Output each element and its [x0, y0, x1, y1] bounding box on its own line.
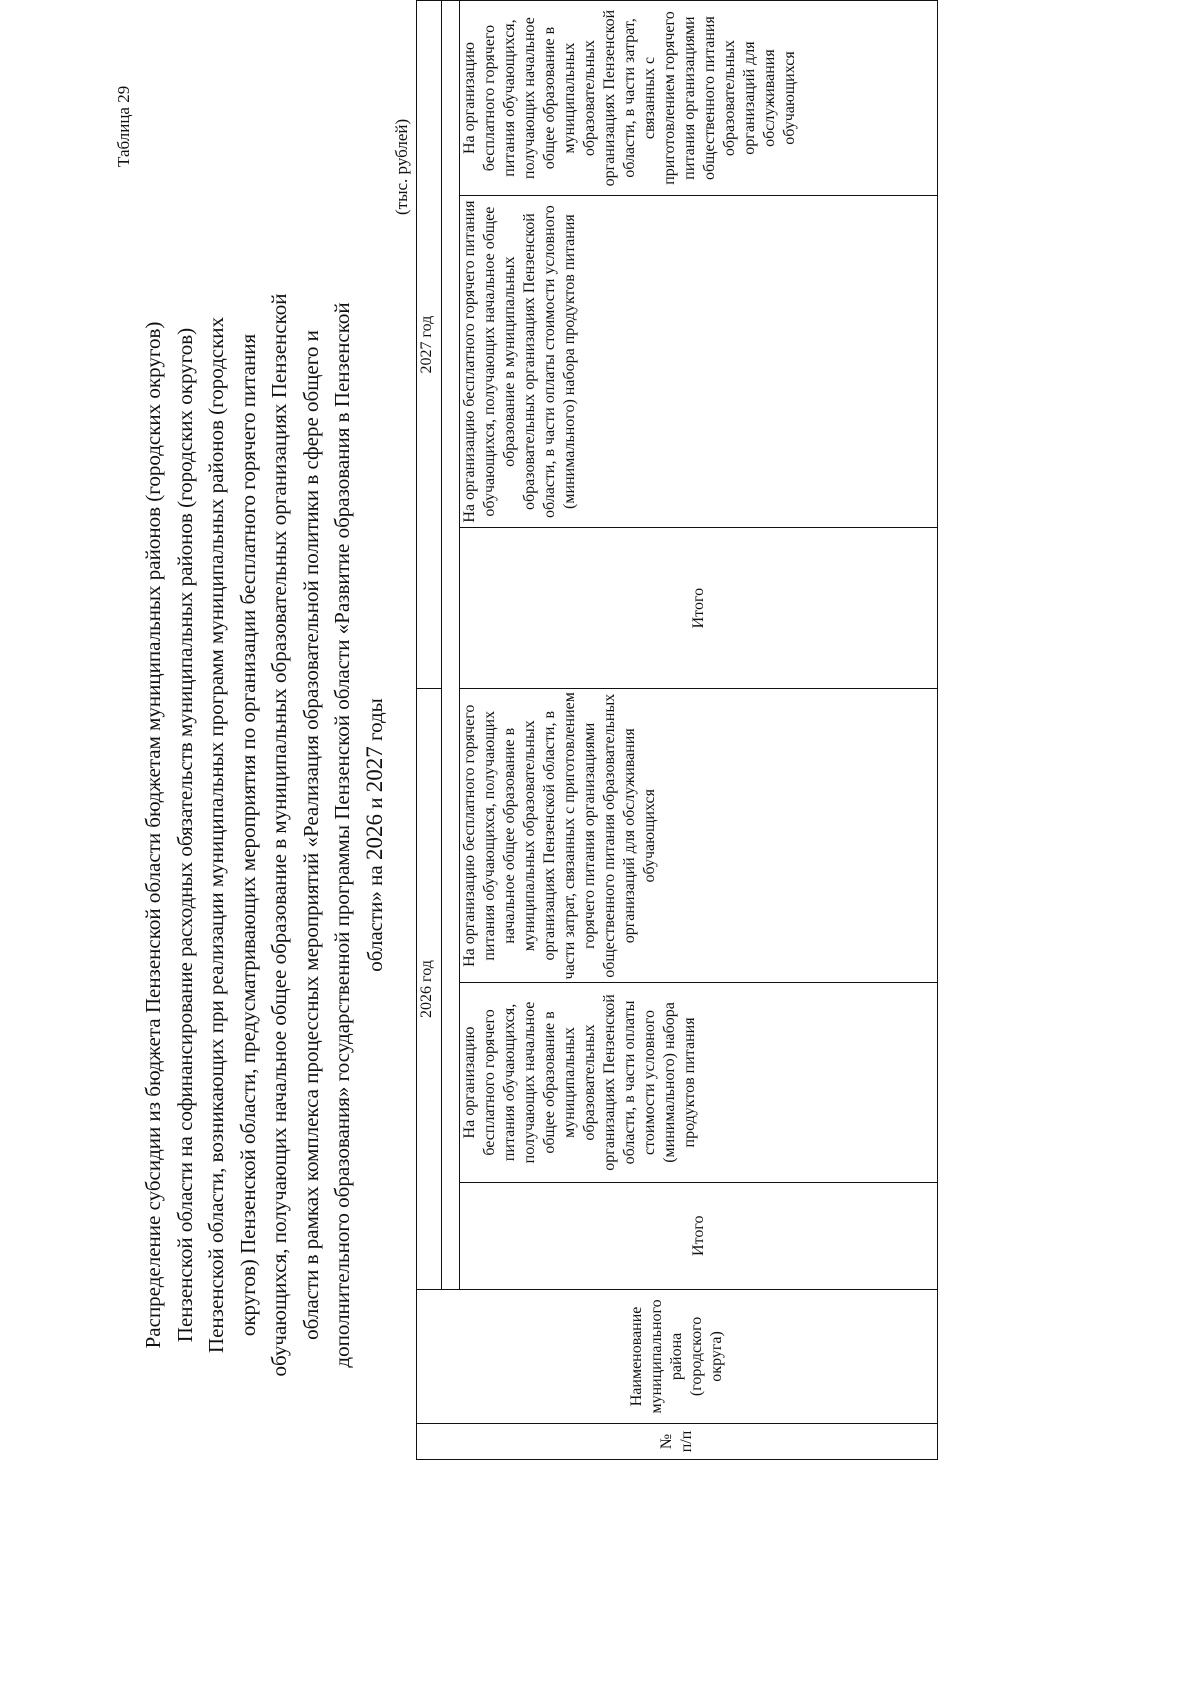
- header-cell-costs-2027: На организацию бесплатного горячего питания обучающихся, получающих начальное общее образование в муниципальных образовательных организациях Пензенской области, в части затрат, связанных с приготовлением горячего питания организациями общественного питания образовательных организаций для обслуживания обучающихся: [460, 1, 938, 196]
- title-and: и: [362, 797, 387, 809]
- header-row-spacer: [442, 1, 460, 1460]
- header-row-years: [417, 1, 442, 1460]
- title-prefix: области» на: [362, 865, 387, 972]
- title-line: Пензенской области на софинансирование расходных обязательств муниципальных районов (городских округов): [172, 327, 197, 1343]
- title-year-2026: 2026: [361, 814, 387, 861]
- document-title: [138, 235, 391, 1435]
- header-spacer-cell: [442, 1, 460, 1290]
- header-cell-total-2027: Итого: [460, 528, 938, 689]
- title-line: дополнительного образования» государственной программы Пензенской области «Развитие образования в Пензенской: [330, 302, 354, 1368]
- title-line: Распределение субсидии из бюджета Пензенской области бюджетам муниципальных районов (городских округов): [141, 321, 165, 1349]
- subsidy-table: [416, 0, 938, 1460]
- header-cell-total-2026: Итого: [460, 1182, 938, 1289]
- title-line-last: [359, 235, 392, 1435]
- header-cell-products-2027: На организацию бесплатного горячего питания обучающихся, получающих начальное общее образование в муниципальных образовательных организациях Пензенской области, в части оплаты стоимости условного (минимального) набора продуктов питания: [460, 196, 938, 528]
- title-suffix: годы: [362, 698, 387, 742]
- title-line: Пензенской области, возникающих при реализации муниципальных программ муниципальных районов (городских: [204, 316, 228, 1354]
- title-line: округов) Пензенской области, предусматривающих мероприятия по организации бесплатного горячего питания: [235, 333, 260, 1337]
- header-cell-costs-2026: На организацию бесплатного горячего питания обучающихся, получающих начальное общее образование в муниципальных образовательных организациях Пензенской области, в части затрат, связанных с приготовлением горячего питания организациями общественного питания образовательных организаций для обслуживания обучающихся: [460, 689, 938, 983]
- table-number: Таблица 29: [114, 85, 133, 167]
- header-cell-2027: 2027 год: [417, 1, 442, 689]
- units-label: (тыс. рублей): [392, 118, 411, 215]
- header-cell-num: № п/п: [417, 1424, 938, 1460]
- header-row-columns: [460, 1, 938, 1460]
- title-line: обучающихся, получающих начальное общее образование в муниципальных образовательных организациях Пензенской: [267, 293, 291, 1377]
- title-line: области в рамках комплекса процессных мероприятий «Реализация образовательной политики в сфере общего и: [298, 330, 323, 1340]
- header-cell-products-2026: На организацию бесплатного горячего питания обучающихся, получающих начальное общее образование в муниципальных образовательных организациях Пензенской области, в части оплаты стоимости условного (минимального) набора продуктов питания: [460, 983, 938, 1182]
- header-cell-2026: 2026 год: [417, 689, 442, 1290]
- title-year-2027: 2027: [361, 746, 387, 793]
- header-cell-name: Наименование муниципального района (городского округа): [417, 1289, 938, 1423]
